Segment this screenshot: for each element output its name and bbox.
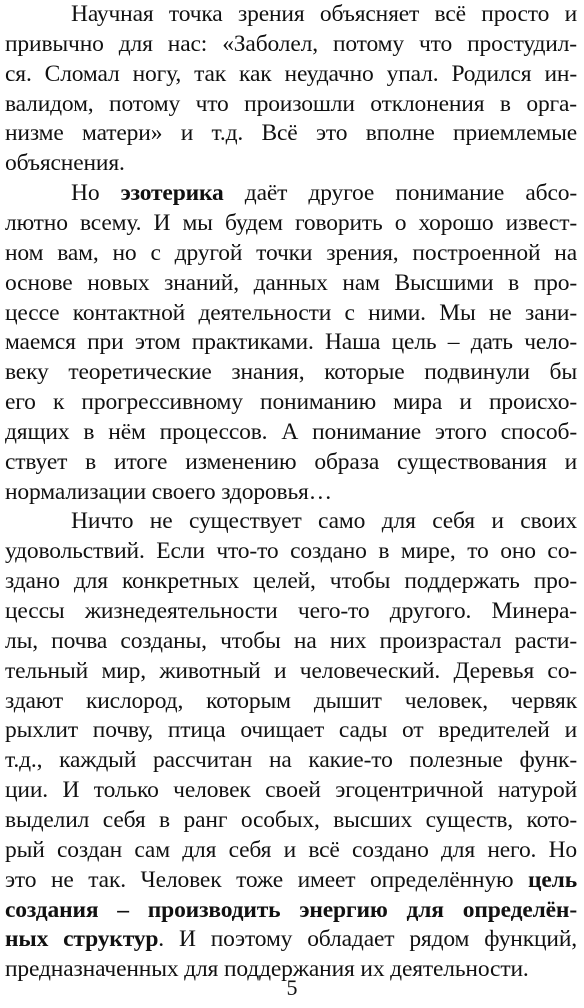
text-run: его к прогрессивному пониманию мира и происхо- [5,389,577,416]
text-line [5,60,577,89]
page-body [5,0,577,1008]
text-line [5,358,577,387]
text-line [5,716,577,745]
text-run: привычно для нас: «Заболел, потому что простудил- [5,30,577,57]
text-run: рый создан сам для себя и всё создано для него. Но [5,836,577,863]
text-line [5,925,577,954]
text-run: ствует в итоге изменению образа существования и [5,448,577,475]
text-line [5,567,577,596]
text-line [5,448,577,477]
text-run: веку теоретические знания, которые подвинули бы [5,359,577,386]
text-line [71,507,577,536]
bold-text: эзотерика [120,180,224,207]
text-run: ся. Сломал ногу, так как неудачно упал. Родился ин- [5,60,577,87]
text-run: Ничто не существует само для себя и своих [71,508,577,535]
text-run: т.д., каждый рассчитан на какие-то полезные функ- [5,747,577,774]
text-line [5,149,577,178]
text-line [5,328,577,357]
text-line [5,209,577,238]
bold-text: создания – производить энергию для определён- [5,896,577,923]
text-line [5,418,577,447]
text-line [5,269,577,298]
text-line [5,776,577,805]
text-line [5,657,577,686]
text-run: удовольствий. Если что-то создано в мире, то оно со- [5,538,577,565]
text-run: нормализации своего здоровья… [5,478,333,505]
text-run: ном вам, но с другой точки зрения, построенной на [5,239,577,266]
text-run: цессы жизнедеятельности чего-то другого. Минера- [5,598,577,624]
text-run: тельный мир, животный и человеческий. Деревья со- [5,657,577,684]
text-run: лютно всему. И мы будем говорить о хорошо извест- [5,209,577,236]
text-line [5,746,577,775]
text-line [5,537,577,566]
text-line [71,0,577,29]
text-line [5,30,577,59]
text-run: основе новых знаний, данных нам Высшими в про- [5,269,577,296]
text-run: . И поэтому обладает рядом функций, [158,926,577,953]
text-line [5,627,577,656]
text-run: Но [71,180,121,207]
text-run: Научная точка зрения объясняет всё просто и [71,1,577,27]
page-number: 5 [286,975,298,1000]
text-run: низме матери» и т.д. Всё это вполне приемлемые [5,120,577,147]
text-line [5,597,577,626]
text-line [5,388,577,417]
text-line [5,299,577,328]
text-run: валидом, потому что произошли отклонения в орга- [5,90,577,117]
text-run: дящих в нём процессов. А понимание этого способ- [5,418,577,445]
text-run: лы, почва созданы, чтобы на них произрастал расти- [5,627,577,654]
text-run: здают кислород, которым дышит человек, червяк [5,687,577,714]
text-line [5,687,577,716]
text-line [5,806,577,835]
text-line [5,866,577,895]
text-run: маемся при этом практиками. Наша цель – дать чело- [5,329,577,356]
bold-text: цель [528,866,577,893]
text-line [5,90,577,119]
text-line [5,836,577,865]
text-line [5,119,577,148]
text-run: рыхлит почву, птица очищает сады от вредителей и [5,717,577,744]
text-run: предназначенных для поддержания их деятельности. [5,956,529,983]
bold-text: ных структур [5,926,159,953]
text-run: объяснения. [5,150,125,177]
text-run: цессе контактной деятельности с ними. Мы не зани- [5,299,577,326]
text-run: это не так. Человек тоже имеет определённую [5,866,529,893]
text-run: даёт другое понимание абсо- [223,180,577,207]
text-line [5,896,577,925]
text-run: ции. И только человек своей эгоцентричной натурой [5,777,577,804]
text-line [71,179,577,208]
text-line [5,239,577,268]
text-line [5,478,577,507]
text-run: выделил себя в ранг особых, высших существ, кото- [5,806,577,833]
text-run: здано для конкретных целей, чтобы поддержать про- [5,568,577,595]
